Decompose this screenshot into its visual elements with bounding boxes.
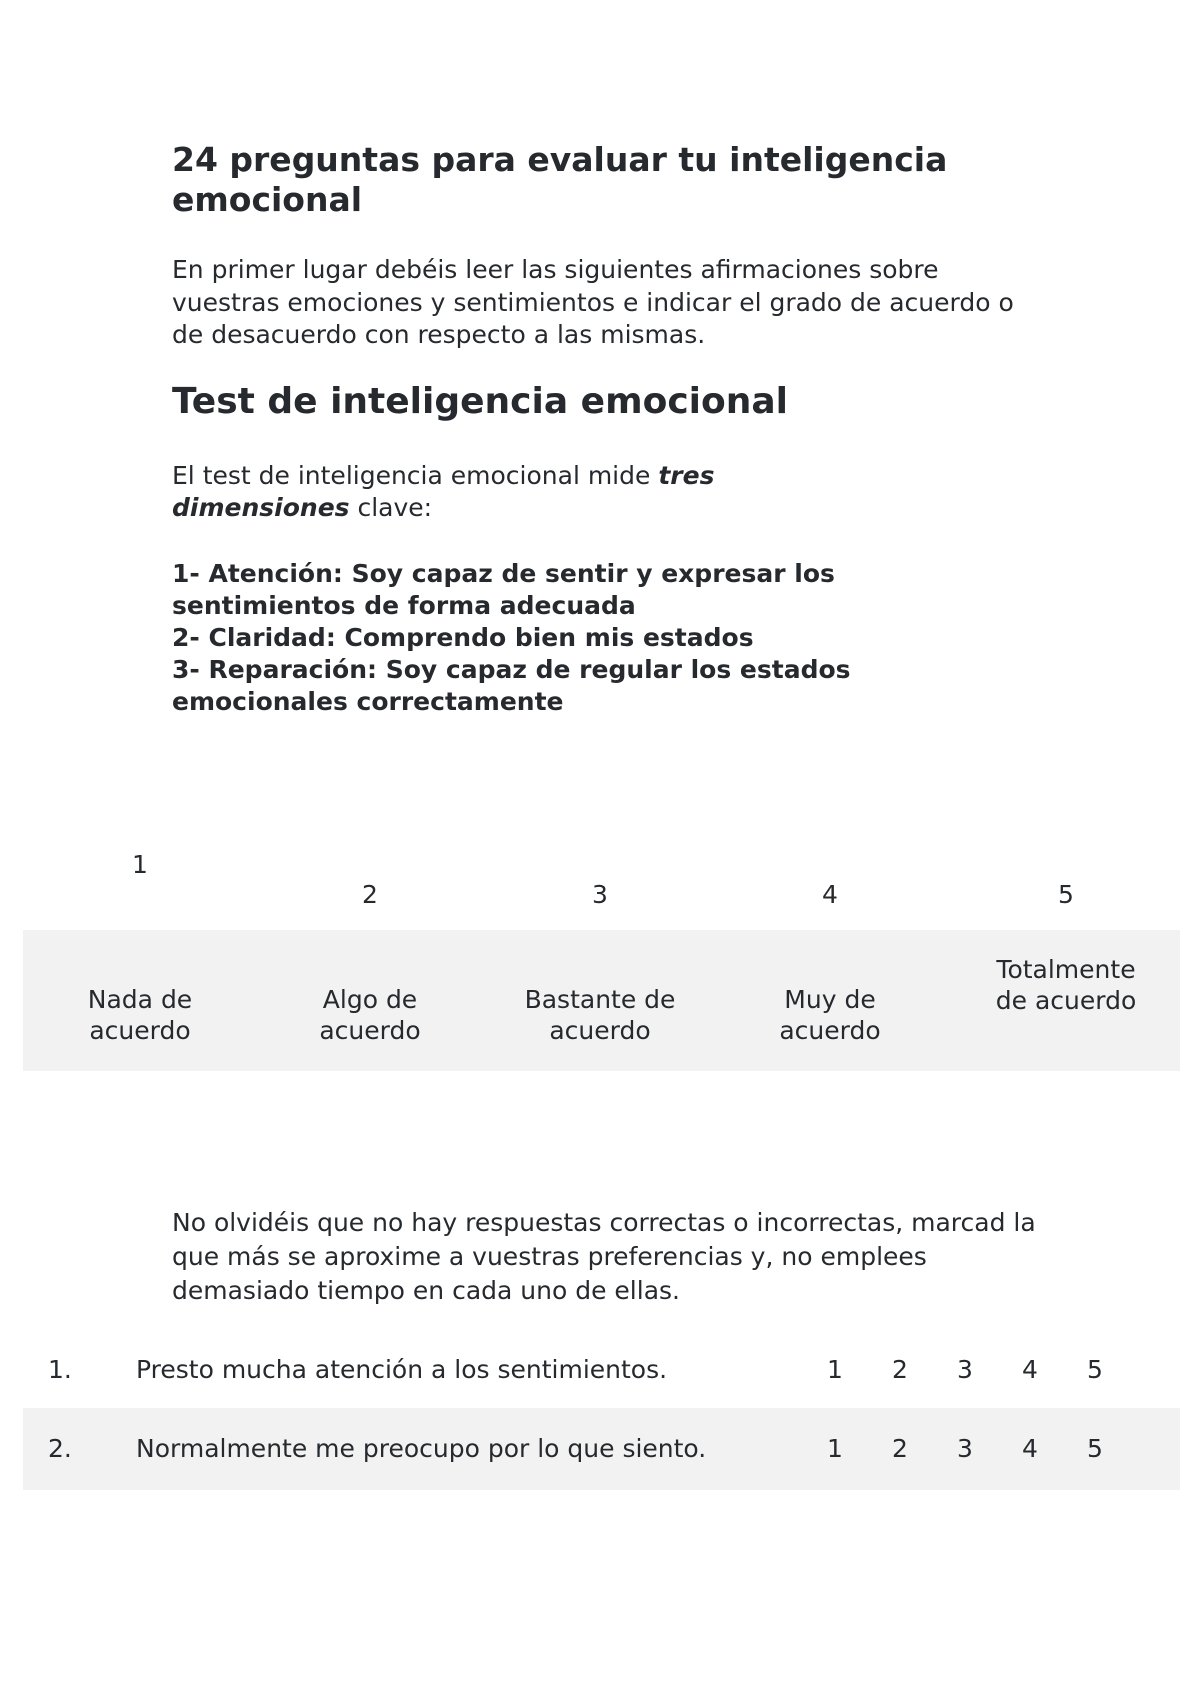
dimension-attention: 1- Atención: Soy capaz de sentir y expresar los sentimientos de forma adecuada bbox=[172, 559, 835, 620]
page-title: 24 preguntas para evaluar tu inteligencia emocional bbox=[172, 140, 948, 219]
scale-number-3: 3 bbox=[592, 880, 608, 909]
answer-option-1[interactable]: 1 bbox=[827, 1355, 843, 1384]
scale-label-2: Algo de acuerdo bbox=[319, 985, 421, 1045]
answer-option-1[interactable]: 1 bbox=[827, 1434, 843, 1463]
scale-label-3: Bastante de acuerdo bbox=[524, 985, 676, 1045]
scale-number-4: 4 bbox=[822, 880, 838, 909]
scale-label-4: Muy de acuerdo bbox=[779, 985, 881, 1045]
section-title: Test de inteligencia emocional bbox=[172, 381, 789, 422]
dimensions-intro bbox=[172, 460, 812, 524]
answer-option-4[interactable]: 4 bbox=[1022, 1355, 1038, 1384]
scale-label-1: Nada de acuerdo bbox=[87, 985, 193, 1045]
scale-number-1: 1 bbox=[132, 850, 148, 879]
dimensions-list bbox=[172, 558, 992, 718]
dimension-clarity: 2- Claridad: Comprendo bien mis estados bbox=[172, 623, 754, 652]
answer-option-3[interactable]: 3 bbox=[957, 1434, 973, 1463]
answer-option-2[interactable]: 2 bbox=[892, 1355, 908, 1384]
answer-option-5[interactable]: 5 bbox=[1087, 1355, 1103, 1384]
dimension-repair: 3- Reparación: Soy capaz de regular los estados emocionales correctamente bbox=[172, 655, 851, 716]
intro-paragraph: En primer lugar debéis leer las siguientes afirmaciones sobre vuestras emociones y sentimientos e indicar el grado de acuerdo o de desacuerdo con respecto a las mismas. bbox=[172, 255, 1014, 349]
answer-option-4[interactable]: 4 bbox=[1022, 1434, 1038, 1463]
dimensions-intro-emphasis: tres dimensiones bbox=[172, 461, 715, 522]
question-text: Normalmente me preocupo por lo que siento. bbox=[136, 1434, 707, 1463]
scale-number-2: 2 bbox=[362, 880, 378, 909]
answer-option-3[interactable]: 3 bbox=[957, 1355, 973, 1384]
dimensions-intro-before: El test de inteligencia emocional mide bbox=[172, 461, 659, 490]
scale-number-5: 5 bbox=[1058, 880, 1074, 909]
answer-option-5[interactable]: 5 bbox=[1087, 1434, 1103, 1463]
question-text: Presto mucha atención a los sentimientos. bbox=[136, 1355, 668, 1384]
dimensions-intro-after: clave: bbox=[349, 493, 433, 522]
question-number: 2. bbox=[48, 1434, 72, 1463]
question-row bbox=[23, 1329, 1180, 1411]
answer-option-2[interactable]: 2 bbox=[892, 1434, 908, 1463]
reminder-paragraph: No olvidéis que no hay respuestas correctas o incorrectas, marcad la que más se aproxime a vuestras preferencias y, no emplees demasiado tiempo en cada uno de ellas. bbox=[172, 1208, 1036, 1305]
scale-label-5: Totalmente de acuerdo bbox=[995, 955, 1137, 1015]
question-number: 1. bbox=[48, 1355, 72, 1384]
question-row bbox=[23, 1408, 1180, 1490]
